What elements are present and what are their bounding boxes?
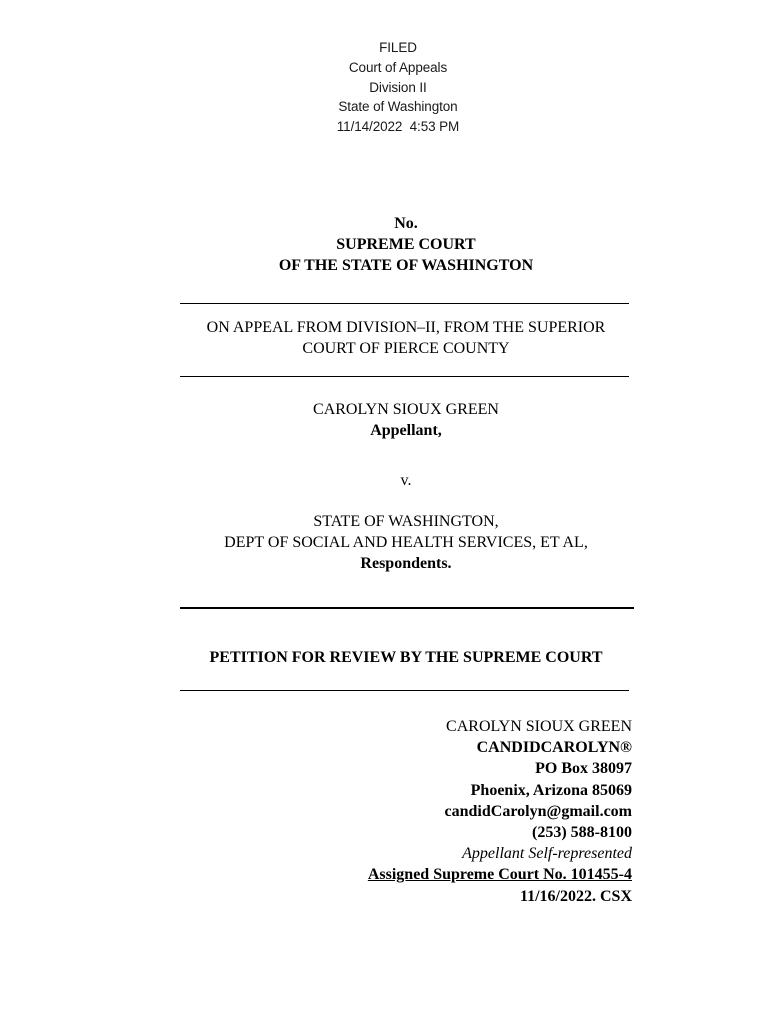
appellant-role: Appellant, (370, 422, 442, 439)
appellant-block (180, 399, 632, 441)
court-name-line2: OF THE STATE OF WASHINGTON (278, 257, 534, 274)
contact-role: Appellant Self-represented (462, 845, 632, 863)
contact-city: Phoenix, Arizona 85069 (470, 781, 632, 799)
stamp-court: Court of Appeals (348, 59, 448, 75)
respondent-line2: DEPT OF SOCIAL AND HEALTH SERVICES, ET AL, (224, 534, 588, 551)
contact-brand: CANDIDCAROLYN® (476, 739, 632, 757)
court-name-line1: SUPREME COURT (336, 236, 476, 253)
contact-po-box: PO Box 38097 (535, 760, 632, 778)
stamp-state: State of Washington (338, 99, 458, 115)
appeal-line1: ON APPEAL FROM DIVISION–II, FROM THE SUPERIOR (206, 319, 606, 336)
stamp-datetime: 11/14/2022 4:53 PM (336, 119, 460, 135)
separator-rule-3 (180, 690, 629, 691)
case-number: No. (394, 215, 418, 232)
stamp-division: Division II (369, 79, 427, 95)
appeal-statement (180, 317, 632, 359)
assigned-case-number: Assigned Supreme Court No. 101455-4 (367, 866, 632, 884)
appeal-line2: COURT OF PIERCE COUNTY (302, 340, 510, 357)
document-title: PETITION FOR REVIEW BY THE SUPREME COURT (209, 649, 603, 666)
respondent-block (180, 511, 632, 574)
contact-phone: (253) 588-8100 (532, 824, 632, 842)
appellant-name: CAROLYN SIOUX GREEN (313, 401, 499, 418)
separator-rule-thick (180, 607, 634, 609)
separator-rule-2 (180, 376, 629, 377)
date-note: 11/16/2022. CSX (519, 887, 632, 905)
filing-stamp (0, 38, 768, 137)
separator-rule-1 (180, 303, 629, 304)
contact-email: candidCarolyn@gmail.com (444, 802, 632, 820)
respondent-role: Respondents. (360, 555, 452, 572)
stamp-filed: FILED (379, 40, 417, 55)
court-header (180, 213, 632, 276)
respondent-line1: STATE OF WASHINGTON, (313, 513, 499, 530)
versus: v. (400, 472, 412, 489)
contact-name: CAROLYN SIOUX GREEN (446, 718, 632, 735)
contact-block (368, 716, 632, 907)
